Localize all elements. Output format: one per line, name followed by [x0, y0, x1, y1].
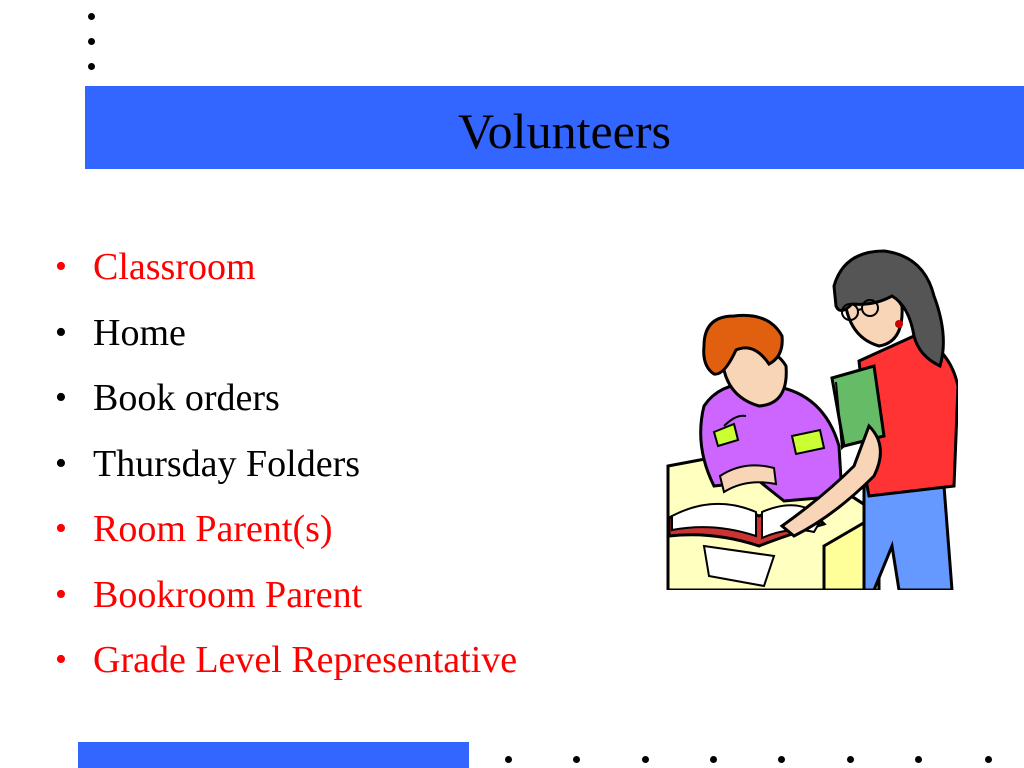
decorative-vertical-dots	[88, 10, 100, 74]
bullet-text: Grade Level Representative	[93, 639, 518, 681]
footer-bar	[78, 742, 469, 768]
bullet-item-book-orders	[55, 369, 517, 435]
bullet-icon: •	[55, 313, 67, 351]
dot	[88, 38, 95, 45]
bullet-text: Thursday Folders	[93, 442, 361, 485]
dot	[88, 63, 95, 70]
bullet-text: Home	[93, 311, 186, 354]
title-bar	[85, 86, 1024, 169]
clipart-teacher-helping-student-icon	[664, 246, 958, 590]
bullet-icon: •	[55, 444, 67, 482]
bullet-item-room-parents	[55, 500, 517, 566]
bullet-icon: •	[55, 575, 67, 613]
dot	[642, 756, 649, 763]
dot	[88, 13, 95, 20]
slide-title: Volunteers	[458, 103, 671, 159]
dot	[710, 756, 717, 763]
bullet-item-bookroom-parent	[55, 566, 517, 632]
dot	[573, 756, 580, 763]
bullet-item-thursday-folders	[55, 435, 517, 501]
bullet-text: Classroom	[93, 246, 256, 288]
bullet-text: Book orders	[93, 377, 280, 419]
bullet-text: Bookroom Parent	[93, 573, 363, 616]
dot	[985, 756, 992, 763]
dot	[847, 756, 854, 763]
bullet-icon: •	[55, 510, 67, 547]
bullet-icon: •	[55, 248, 67, 285]
bullet-icon: •	[55, 641, 67, 678]
bullet-item-classroom	[55, 238, 517, 304]
bullet-item-home	[55, 304, 517, 370]
bullet-list	[55, 238, 517, 697]
bullet-icon: •	[55, 379, 67, 416]
decorative-horizontal-dots	[505, 756, 1015, 766]
bullet-item-grade-level-representative	[55, 631, 517, 697]
dot	[915, 756, 922, 763]
dot	[778, 756, 785, 763]
bullet-text: Room Parent(s)	[93, 508, 333, 550]
dot	[505, 756, 512, 763]
